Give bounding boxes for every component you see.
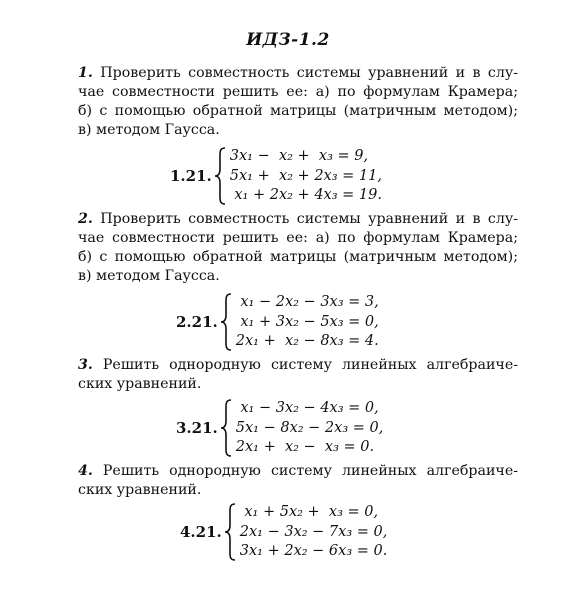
left-brace-icon bbox=[220, 293, 232, 351]
problem-2-line-1-text: Проверить совместность системы уравнений и в слу- bbox=[100, 211, 518, 227]
equation-1: x₁ − 2x₂ − 3x₃ = 3, bbox=[235, 294, 379, 310]
equation-2: 5x₁ + x₂ + 2x₃ = 11, bbox=[229, 167, 382, 184]
equations bbox=[236, 293, 379, 351]
system-3-21 bbox=[176, 398, 383, 458]
problem-2-line-4: в) методом Гаусса. bbox=[78, 268, 220, 284]
system-label: 1.21. bbox=[170, 167, 212, 185]
equations bbox=[236, 399, 384, 457]
system-label: 2.21. bbox=[176, 313, 218, 331]
problem-1-text bbox=[78, 64, 518, 140]
problem-1-line-3: б) с помощью обратной матрицы (матричным методом); bbox=[78, 103, 518, 119]
left-brace-icon bbox=[214, 147, 226, 205]
left-brace-icon bbox=[220, 399, 232, 457]
problem-4-text bbox=[78, 462, 518, 500]
problem-3-text bbox=[78, 356, 518, 394]
problem-3-line-1-text: Решить однородную систему линейных алгебраиче- bbox=[102, 357, 519, 373]
equation-1: x₁ + 5x₂ + x₃ = 0, bbox=[239, 504, 379, 520]
equation-3: x₁ + 2x₂ + 4x₃ = 19. bbox=[229, 187, 382, 203]
equation-2: 5x₁ − 8x₂ − 2x₃ = 0, bbox=[235, 419, 384, 436]
problem-3-number: 3. bbox=[78, 357, 93, 373]
problem-1-line-4: в) методом Гаусса. bbox=[78, 122, 220, 138]
equations bbox=[240, 503, 388, 561]
system-label: 3.21. bbox=[176, 419, 218, 437]
problem-2-line-1 bbox=[78, 210, 518, 229]
problem-1-number: 1. bbox=[78, 65, 93, 81]
equation-1: x₁ − 3x₂ − 4x₃ = 0, bbox=[235, 400, 379, 416]
problem-3-line-1 bbox=[78, 356, 518, 375]
page-title: ИДЗ-1.2 bbox=[246, 30, 330, 50]
problem-4-number: 4. bbox=[78, 463, 93, 479]
equation-3: 3x₁ + 2x₂ − 6x₃ = 0. bbox=[239, 543, 388, 559]
problem-2-line-2: чае совместности решить ее: а) по формулам Крамера; bbox=[78, 230, 518, 246]
equation-2: x₁ + 3x₂ − 5x₃ = 0, bbox=[235, 313, 379, 330]
problem-1-line-1-text: Проверить совместность системы уравнений и в слу- bbox=[100, 65, 518, 81]
equation-3: 2x₁ + x₂ − 8x₃ = 4. bbox=[235, 333, 379, 349]
problem-2-line-3: б) с помощью обратной матрицы (матричным методом); bbox=[78, 249, 518, 265]
problem-4-line-2: ских уравнений. bbox=[78, 482, 202, 498]
problem-2-number: 2. bbox=[78, 211, 93, 227]
equations bbox=[230, 147, 382, 205]
problem-4-line-1-text: Решить однородную систему линейных алгебраиче- bbox=[102, 463, 519, 479]
system-4-21 bbox=[180, 502, 387, 562]
problem-4-line-1 bbox=[78, 462, 518, 481]
problem-1-line-2: чае совместности решить ее: а) по формулам Крамера; bbox=[78, 84, 518, 100]
system-1-21 bbox=[170, 146, 382, 206]
problem-3-line-2: ских уравнений. bbox=[78, 376, 202, 392]
problem-1-line-1 bbox=[78, 64, 518, 83]
equation-1: 3x₁ − x₂ + x₃ = 9, bbox=[229, 148, 369, 164]
problem-2-text bbox=[78, 210, 518, 286]
equation-2: 2x₁ − 3x₂ − 7x₃ = 0, bbox=[239, 523, 388, 540]
system-label: 4.21. bbox=[180, 523, 222, 541]
equation-3: 2x₁ + x₂ − x₃ = 0. bbox=[235, 439, 375, 455]
system-2-21 bbox=[176, 292, 379, 352]
left-brace-icon bbox=[224, 503, 236, 561]
